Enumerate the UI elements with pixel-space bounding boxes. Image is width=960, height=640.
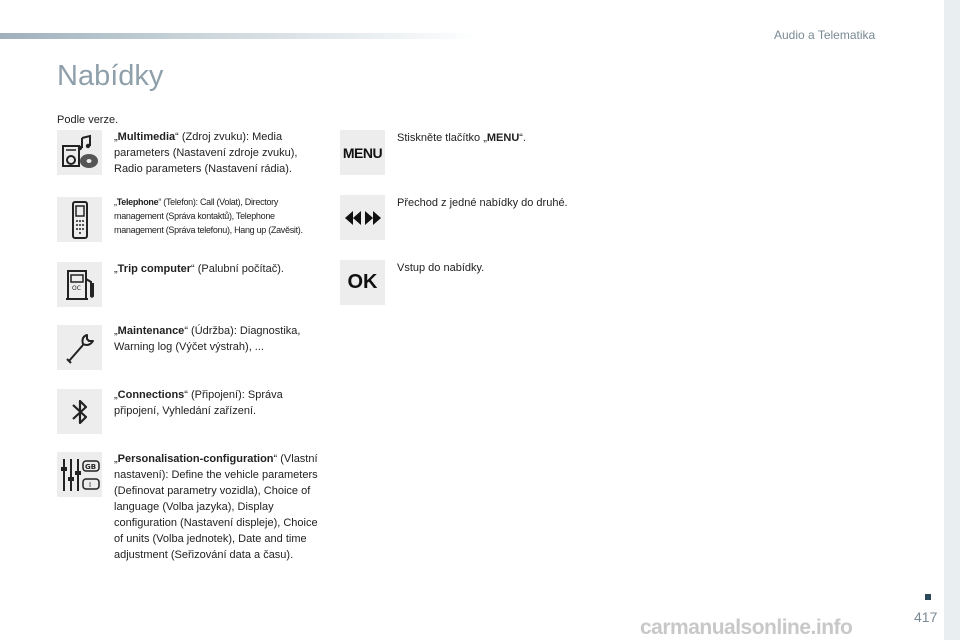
menu-item-trip-computer: „Trip computer“ (Palubní počítač). xyxy=(114,263,284,275)
page-edge-strip xyxy=(944,0,960,640)
menu-item-telephone: „Telephone“ (Telefon): Call (Volat), Directory management (Správa kontaktů), Telephone management (Správa telefonu), Hang up (Zavěsit). xyxy=(114,197,303,235)
menu-key-icon: MENU xyxy=(340,130,385,175)
arrow-keys-icon xyxy=(340,195,385,240)
fuel-pump-icon xyxy=(57,262,102,307)
svg-text:GB: GB xyxy=(84,462,96,471)
page-number: 417 xyxy=(914,609,938,625)
menu-item-personalisation: „Personalisation-configuration“ (Vlastní nastavení): Define the vehicle parameters (Definovat parametry vozidla), Choice of language (Volba jazyka), Display configuration (Nastavení displeje), Choice of units (Volba jednotek), Date and time adjustment (Seřizování data a času). xyxy=(114,453,318,561)
section-title: Audio a Telematika xyxy=(774,28,876,42)
page-marker xyxy=(925,594,931,600)
settings-sliders-icon xyxy=(57,452,102,497)
svg-text:I: I xyxy=(88,480,91,489)
multimedia-icon xyxy=(57,130,102,175)
menu-item-maintenance: „Maintenance“ (Údržba): Diagnostika, Warning log (Výčet výstrah), ... xyxy=(114,325,301,353)
svg-text:OC: OC xyxy=(71,284,81,292)
intro-text: Podle verze. xyxy=(57,114,119,126)
page-title: Nabídky xyxy=(57,60,164,92)
menu-key-description: Stiskněte tlačítko „MENU“. xyxy=(397,132,526,144)
ok-key-icon: OK xyxy=(340,260,385,305)
arrow-keys-description: Přechod z jedné nabídky do druhé. xyxy=(397,197,568,209)
bluetooth-icon xyxy=(57,389,102,434)
phone-icon xyxy=(57,197,102,242)
menu-item-multimedia: „Multimedia“ (Zdroj zvuku): Media parameters (Nastavení zdroje zvuku), Radio parameters (Nastavení rádia). xyxy=(114,131,298,175)
ok-key-description: Vstup do nabídky. xyxy=(397,262,485,274)
header-accent-bar xyxy=(0,33,480,39)
menu-item-connections: „Connections“ (Připojení): Správa připojení, Vyhledání zařízení. xyxy=(114,389,283,417)
watermark: carmanualsonline.info xyxy=(640,616,853,639)
wrench-icon xyxy=(57,325,102,370)
